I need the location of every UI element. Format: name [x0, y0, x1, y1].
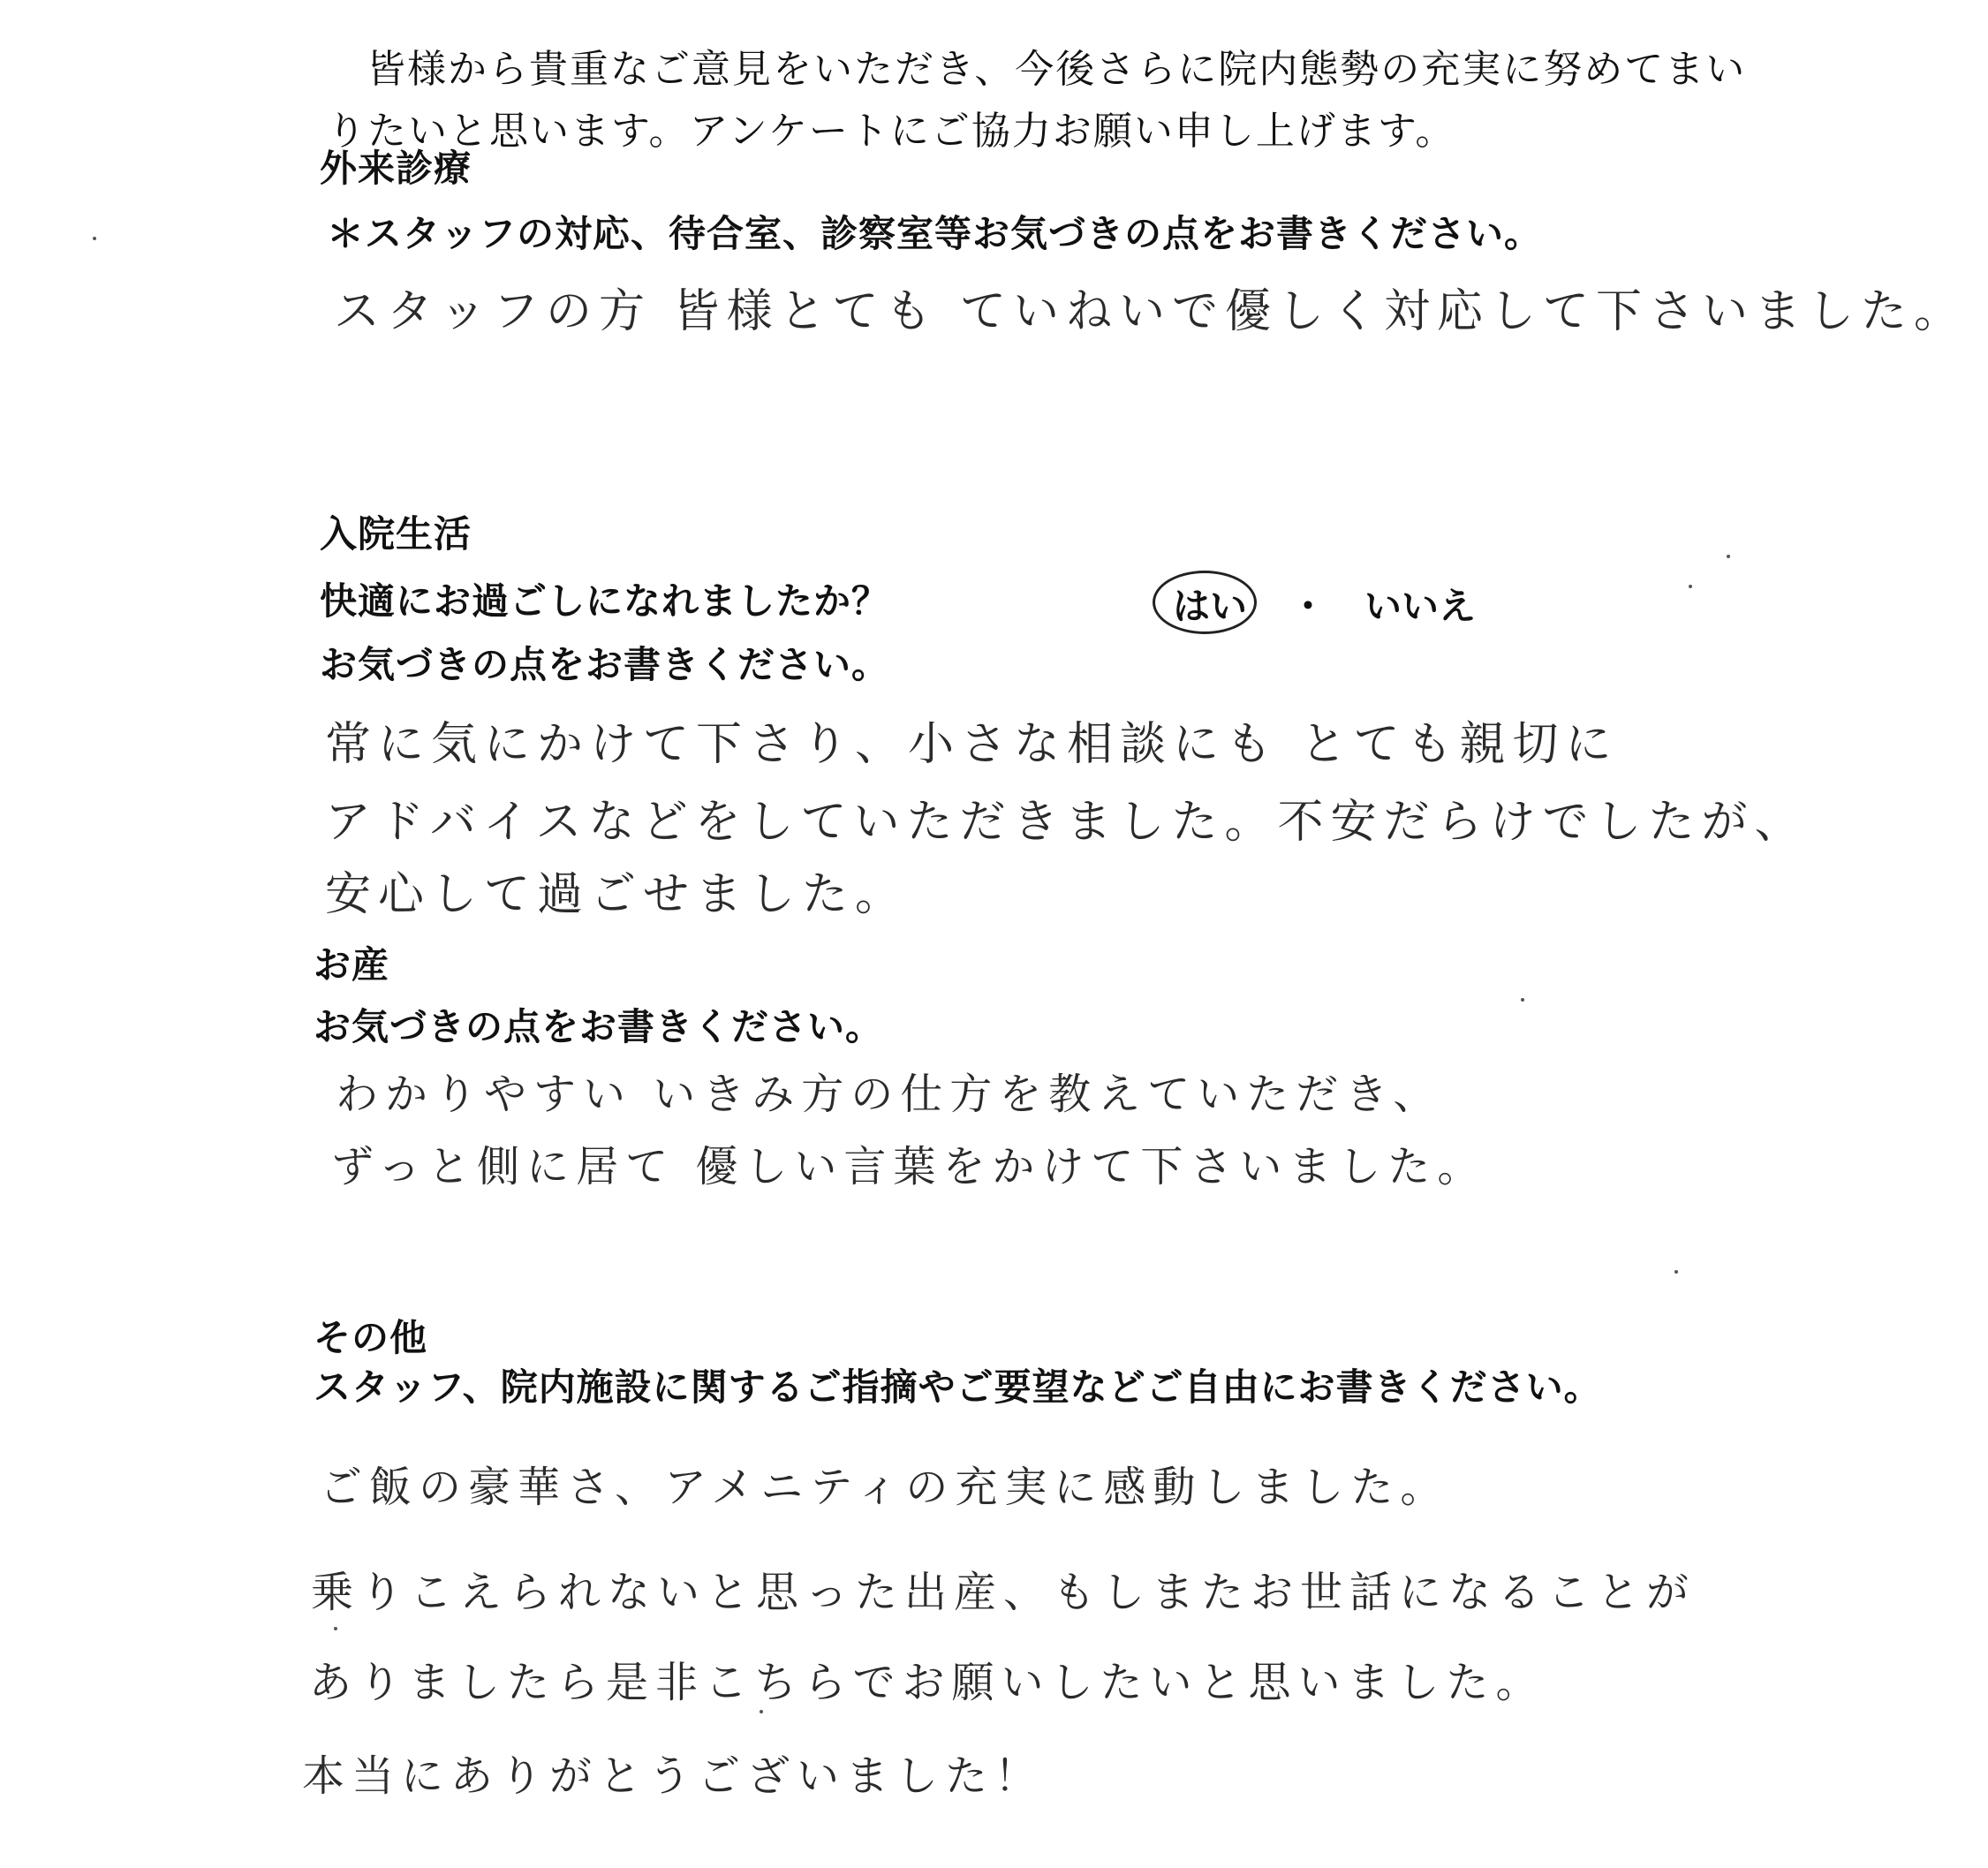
- scan-speck: [760, 1710, 763, 1713]
- inpatient-heading: 入院生活: [320, 512, 472, 556]
- scan-speck: [1674, 1270, 1678, 1274]
- scan-speck: [93, 237, 96, 240]
- delivery-answer-line-2: ずっと側に居て 優しい言葉をかけて下さいました。: [331, 1142, 1487, 1191]
- option-no[interactable]: いいえ: [1364, 585, 1477, 628]
- other-answer-line-4: 本当にありがとうございました！: [302, 1751, 1045, 1801]
- outpatient-prompt: ＊スタッフの対応、待合室、診察室等お気づきの点をお書きください。: [327, 212, 1543, 255]
- other-prompt: スタッフ、院内施設に関するご指摘やご要望などご自由にお書きください。: [314, 1365, 1602, 1409]
- scan-speck: [334, 1627, 337, 1630]
- inpatient-answer-line-2: アドバイスなどをしていただきました。不安だらけでしたが、: [325, 796, 1808, 849]
- other-answer-line-1: ご飯の豪華さ、アメニティの充実に感動しました。: [320, 1463, 1450, 1512]
- delivery-prompt: お気づきの点をお書きください。: [314, 1005, 884, 1048]
- scan-speck: [1521, 998, 1524, 1002]
- scan-speck: [1727, 555, 1730, 558]
- delivery-heading: お産: [314, 943, 390, 987]
- outpatient-answer: スタッフの方 皆様とても ていねいで優しく対応して下さいました。: [334, 285, 1968, 338]
- inpatient-question: 快適にお過ごしになれましたか？: [320, 579, 890, 623]
- outpatient-heading: 外来診療: [320, 147, 472, 190]
- inpatient-prompt: お気づきの点をお書きください。: [320, 643, 890, 686]
- option-separator: ・: [1289, 585, 1327, 628]
- other-heading: その他: [314, 1316, 428, 1359]
- option-yes[interactable]: はい: [1173, 585, 1248, 628]
- inpatient-answer-line-3: 安心して過ごせました。: [325, 868, 909, 921]
- intro-line-1: 皆様から貴重なご意見をいただき、今後さらに院内態勢の充実に努めてまい: [367, 47, 1747, 92]
- scan-speck: [1689, 585, 1692, 588]
- delivery-answer-line-1: わかりやすい いきみ方の仕方を教えていただき、: [336, 1070, 1443, 1119]
- inpatient-answer-line-1: 常に気にかけて下さり、小さな相談にも とても親切に: [325, 718, 1619, 771]
- other-answer-line-3: ありましたら是非こちらでお願いしたいと思いました。: [309, 1658, 1546, 1707]
- intro-line-2: りたいと思います。アンケートにご協力お願い申し上げます。: [327, 109, 1456, 154]
- other-answer-line-2: 乗りこえられないと思った出産、もしまたお世話になることが: [311, 1568, 1697, 1617]
